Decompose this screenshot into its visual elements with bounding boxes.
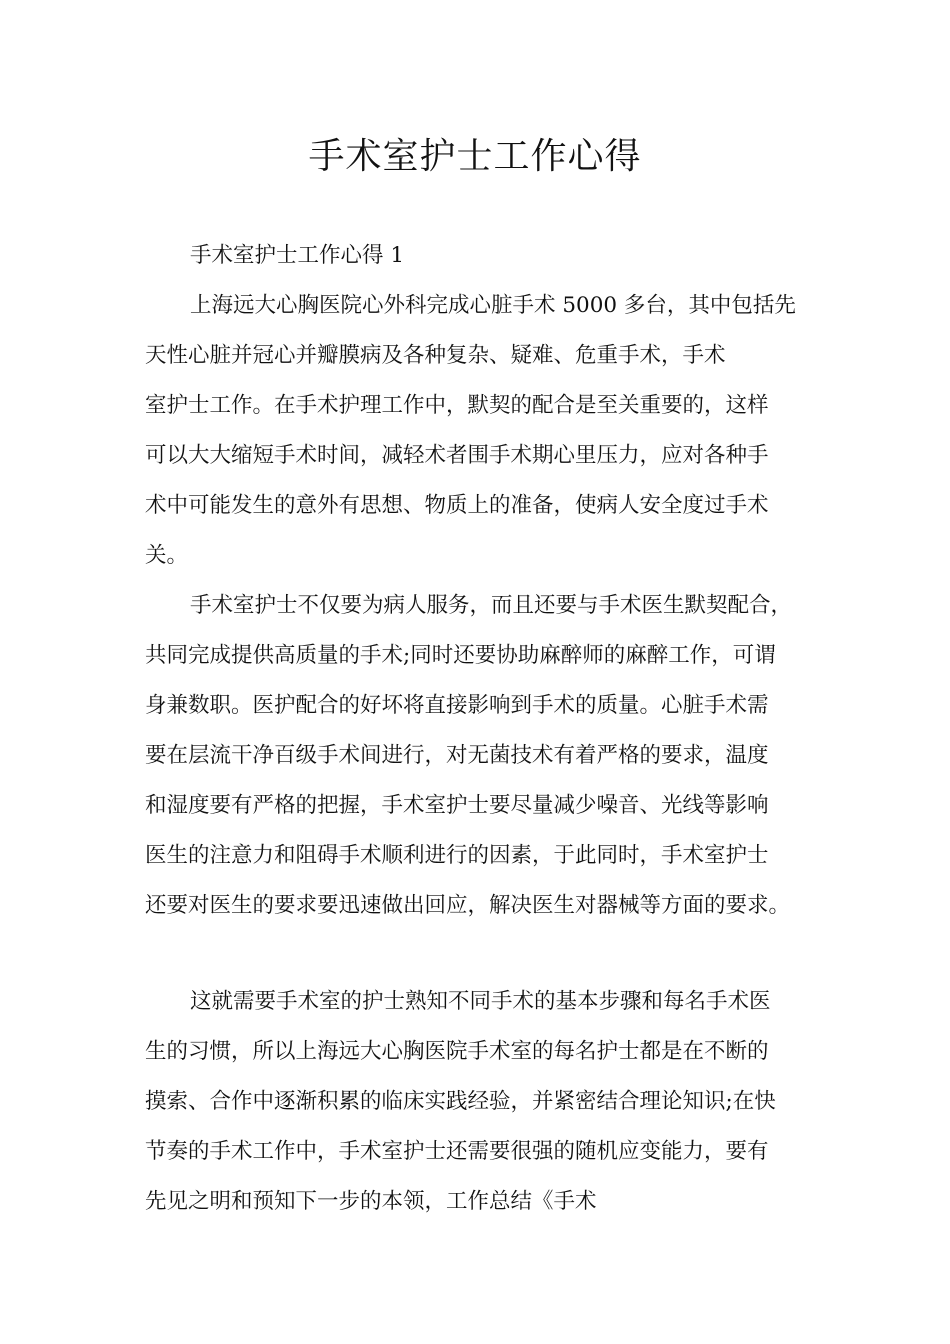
document-title: 手术室护士工作心得 bbox=[308, 136, 642, 177]
paragraph-line: 还要对医生的要求要迅速做出回应，解决医生对器械等方面的要求。 bbox=[145, 893, 791, 918]
paragraph-line: 这就需要手术室的护士熟知不同手术的基本步骤和每名手术医 bbox=[190, 989, 771, 1014]
paragraph-line: 身兼数职。医护配合的好坏将直接影响到手术的质量。心脏手术需 bbox=[145, 693, 769, 718]
paragraph-line: 生的习惯，所以上海远大心胸医院手术室的每名护士都是在不断的 bbox=[145, 1039, 769, 1064]
paragraph-line: 室护士工作。在手术护理工作中，默契的配合是至关重要的，这样 bbox=[145, 393, 769, 418]
paragraph-line: 天性心脏并冠心并瓣膜病及各种复杂、疑难、危重手术，手术 bbox=[145, 343, 726, 368]
paragraph-3 bbox=[145, 977, 825, 1227]
paragraph-line: 可以大大缩短手术时间，减轻术者围手术期心里压力，应对各种手 bbox=[145, 443, 769, 468]
paragraph-line: 和湿度要有严格的把握，手术室护士要尽量减少噪音、光线等影响 bbox=[145, 793, 769, 818]
paragraph-1 bbox=[145, 281, 825, 581]
paragraph-line: 先见之明和预知下一步的本领，工作总结《手术 bbox=[145, 1189, 597, 1214]
paragraph-line: 摸索、合作中逐渐积累的临床实践经验，并紧密结合理论知识;在快 bbox=[145, 1089, 776, 1114]
paragraph-line: 共同完成提供高质量的手术;同时还要协助麻醉师的麻醉工作，可谓 bbox=[145, 643, 776, 668]
paragraph-gap bbox=[145, 931, 825, 977]
section-heading: 手术室护士工作心得 1 bbox=[190, 243, 405, 268]
paragraph-line: 术中可能发生的意外有思想、物质上的准备，使病人安全度过手术 bbox=[145, 493, 769, 518]
paragraph-line: 医生的注意力和阻碍手术顺利进行的因素，于此同时，手术室护士 bbox=[145, 843, 769, 868]
paragraph-line: 上海远大心胸医院心外科完成心脏手术 5000 多台，其中包括先 bbox=[190, 293, 796, 318]
paragraph-line: 关。 bbox=[145, 543, 189, 568]
paragraph-2 bbox=[145, 581, 825, 931]
document-body bbox=[145, 231, 825, 1227]
paragraph-line: 节奏的手术工作中，手术室护士还需要很强的随机应变能力，要有 bbox=[145, 1139, 769, 1164]
paragraph-line: 要在层流干净百级手术间进行，对无菌技术有着严格的要求，温度 bbox=[145, 743, 769, 768]
paragraph-line: 手术室护士不仅要为病人服务，而且还要与手术医生默契配合， bbox=[190, 593, 793, 618]
